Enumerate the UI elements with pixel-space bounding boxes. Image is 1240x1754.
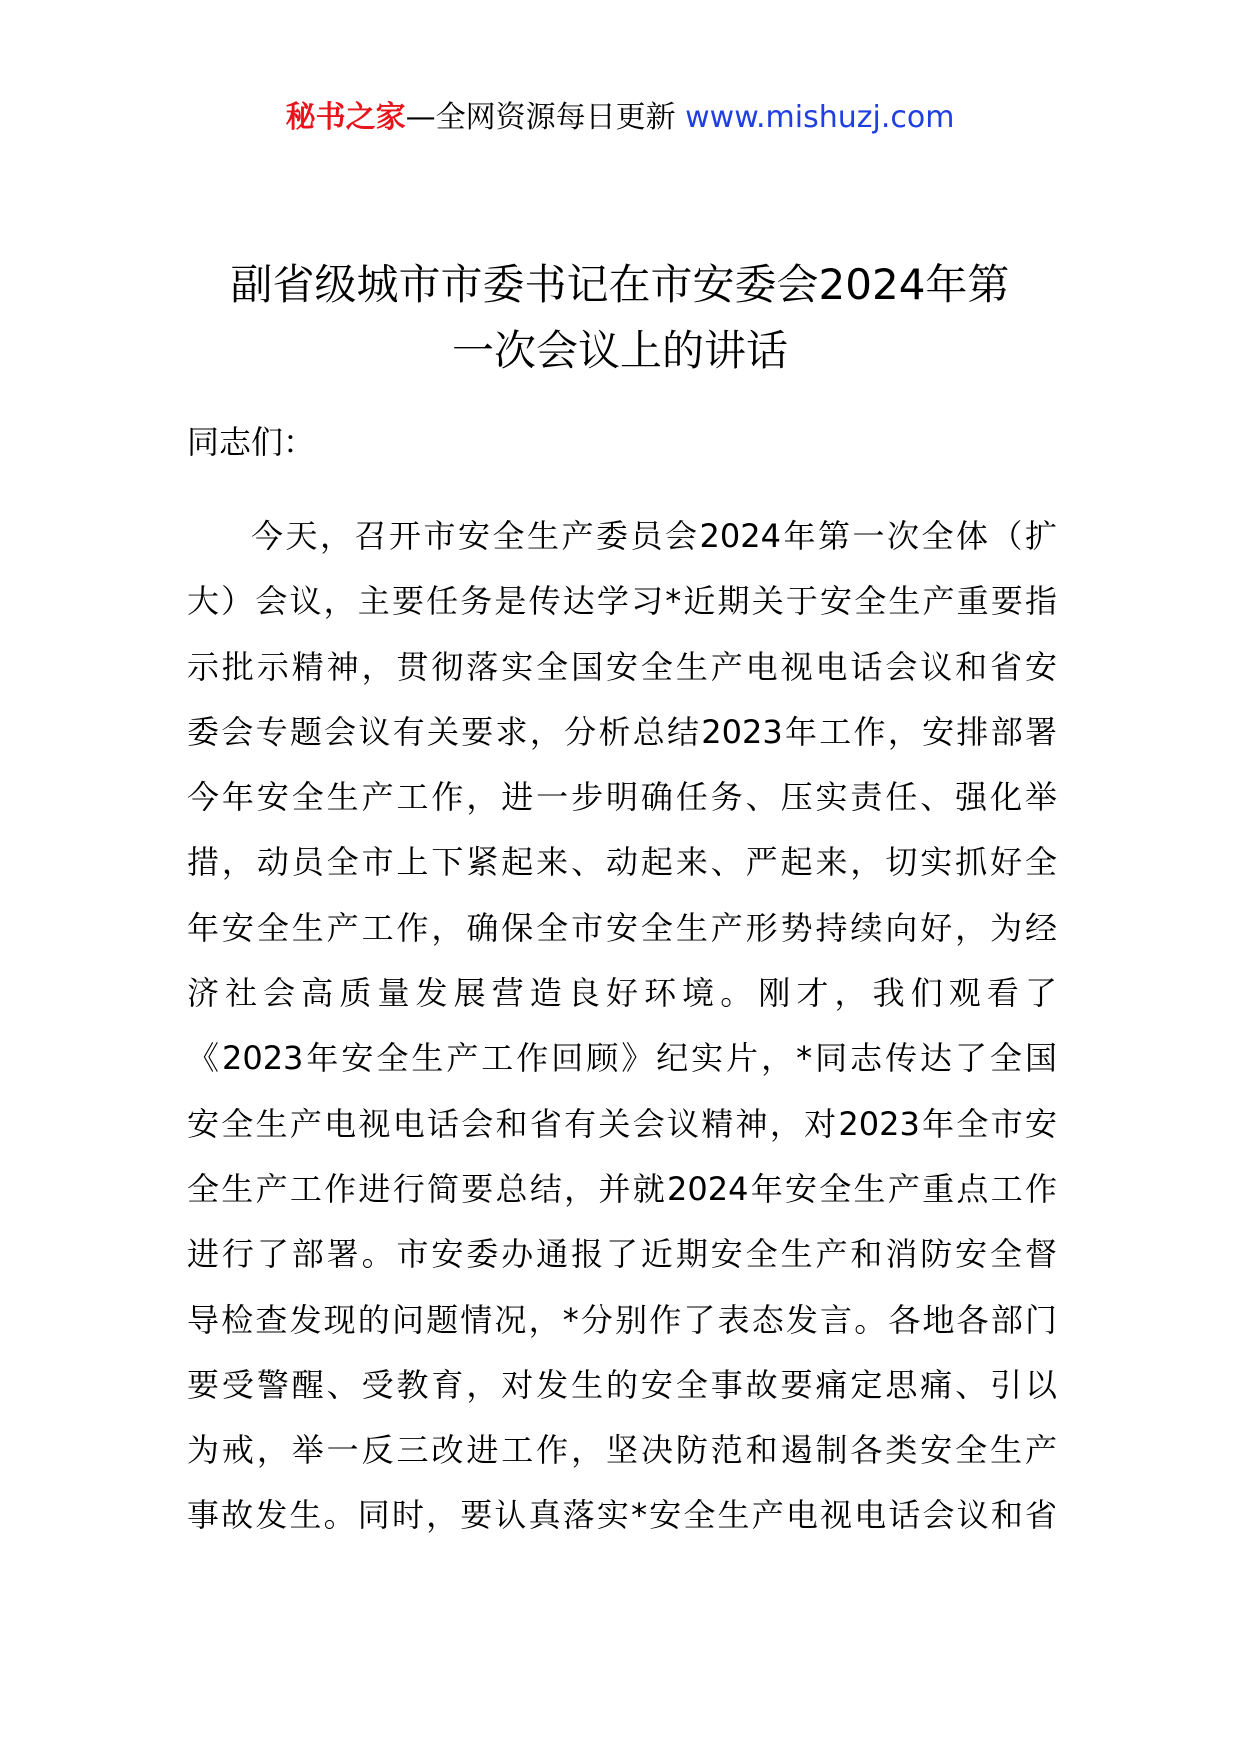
body-line: 今天，召开市安全生产委员会2024年第一次全体（扩	[251, 517, 1057, 555]
title-line-2: 一次会议上的讲话	[451, 326, 788, 375]
body-line: 《2023年安全生产工作回顾》纪实片，*同志传达了全国	[187, 1039, 1057, 1078]
body-line: 年安全生产工作，确保全市安全生产形势持续向好，为经	[187, 908, 1057, 947]
body-line: 今年安全生产工作，进一步明确任务、压实责任、强化举	[187, 778, 1057, 817]
title-line-1: 副省级城市市委书记在市安委会2024年第	[230, 260, 1010, 309]
body-line: 委会专题会议有关要求，分析总结2023年工作，安排部署	[187, 712, 1057, 751]
greeting: 同志们：	[187, 423, 316, 461]
body-line: 示批示精神，贯彻落实全国安全生产电视电话会议和省安	[187, 647, 1057, 686]
body-line: 进行了部署。市安委办通报了近期安全生产和消防安全督	[187, 1235, 1057, 1274]
body-line: 全生产工作进行简要总结，并就2024年安全生产重点工作	[187, 1169, 1057, 1208]
body-paragraph	[187, 504, 1057, 1549]
body-line: 事故发生。同时，要认真落实*安全生产电视电话会议和省	[187, 1496, 1057, 1535]
document-title	[150, 252, 1090, 384]
site-tagline: —全网资源每日更新	[405, 100, 686, 135]
site-url-link[interactable]: www.mishuzj.com	[685, 100, 955, 135]
site-header	[0, 98, 1240, 138]
body-line: 大）会议，主要任务是传达学习*近期关于安全生产重要指	[187, 582, 1057, 621]
site-brand: 秘书之家	[285, 100, 406, 135]
body-line: 导检查发现的问题情况，*分别作了表态发言。各地各部门	[187, 1300, 1057, 1339]
body-line: 济社会高质量发展营造良好环境。刚才，我们观看了	[187, 974, 1057, 1013]
body-line: 措，动员全市上下紧起来、动起来、严起来，切实抓好全	[187, 843, 1057, 882]
body-line: 要受警醒、受教育，对发生的安全事故要痛定思痛、引以	[187, 1365, 1057, 1404]
body-line: 安全生产电视电话会和省有关会议精神，对2023年全市安	[187, 1104, 1057, 1143]
body-line: 为戒，举一反三改进工作，坚决防范和遏制各类安全生产	[187, 1431, 1057, 1470]
